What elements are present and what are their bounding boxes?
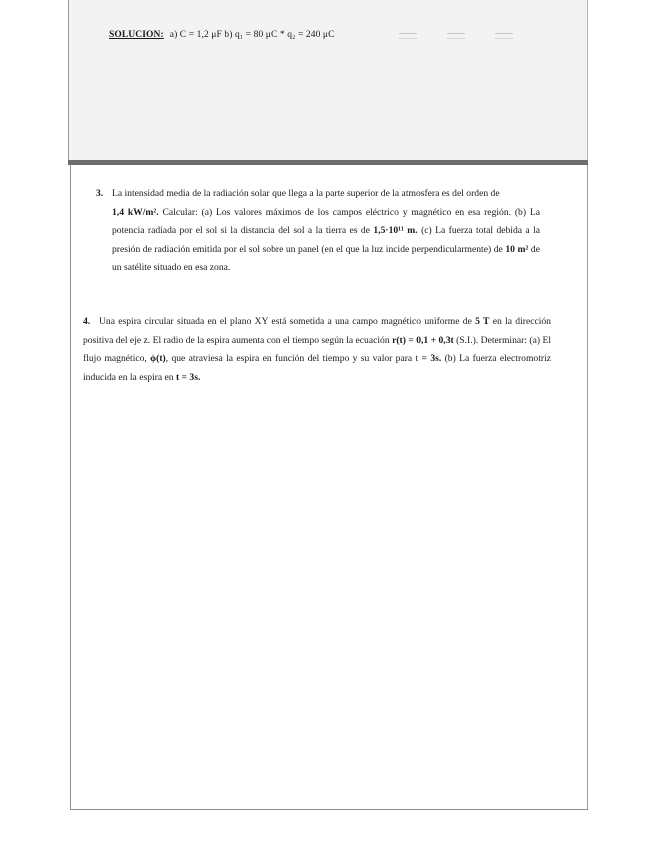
- solution-values: a) C = 1,2 μF b) q₁ = 80 μC * q₂ = 240 μC: [169, 30, 335, 40]
- solution-label: SOLUCION:: [109, 30, 164, 40]
- problem-4-flux-symbol: ϕ(t): [150, 353, 166, 364]
- faint-bleed-marks: [399, 33, 539, 47]
- current-page: [70, 165, 588, 810]
- problem-3-number: 3.: [96, 188, 104, 199]
- problem-4: [83, 313, 551, 387]
- problem-4-text-5: (b) La fuerza electromotriz inducida en la espira en: [83, 353, 552, 383]
- problem-3: [96, 185, 540, 278]
- problem-4-text-3: (S.I.). Determinar: (a) El flujo magnético,: [83, 334, 551, 364]
- problem-4-text-4: , que atraviesa la espira en función del tiempo y su valor para t: [165, 353, 422, 364]
- problem-3-text-3: (c) La fuerza total debida a la presión de radiación emitida por el sol sobre un panel (en el que la luz incide perpendicularmente) de: [112, 225, 541, 255]
- faint-mark: [399, 33, 417, 39]
- problem-3-intensity: 1,4 kW/m².: [112, 206, 159, 218]
- problem-4-text-2: en la dirección positiva del eje z. El radio de la espira aumenta con el tiempo según la ecuación: [83, 316, 551, 346]
- problem-3-area: 10 m²: [505, 243, 529, 255]
- problem-4-equation: r(t) = 0,1 + 0,3t: [392, 334, 454, 346]
- problem-3-body: [96, 204, 540, 278]
- solution-line: [109, 30, 335, 40]
- faint-mark: [447, 33, 465, 39]
- problem-4-text-1: Una espira circular situada en el plano XY está sometida a una campo magnético uniforme de: [99, 316, 476, 327]
- problem-3-text-2: Calcular: (a) Los valores máximos de los campos eléctrico y magnético en esa región. (b) La potencia radiada por el sol si la distancia del sol a la tierra es de: [112, 206, 540, 236]
- problem-4-field: 5 T: [475, 316, 490, 327]
- previous-page-bottom: [68, 0, 588, 160]
- problem-4-time-1: = 3s.: [421, 353, 442, 364]
- problem-3-distance: 1,5·10¹¹ m.: [373, 225, 418, 236]
- problem-4-number: 4.: [83, 316, 91, 327]
- faint-mark: [495, 33, 513, 39]
- problem-4-time-2: t = 3s.: [175, 371, 201, 383]
- problem-3-text-1: La intensidad media de la radiación solar que llega a la parte superior de la atmosfera es del orden de: [112, 188, 500, 199]
- problem-3-text-4: de un satélite situado en esa zona.: [112, 243, 540, 273]
